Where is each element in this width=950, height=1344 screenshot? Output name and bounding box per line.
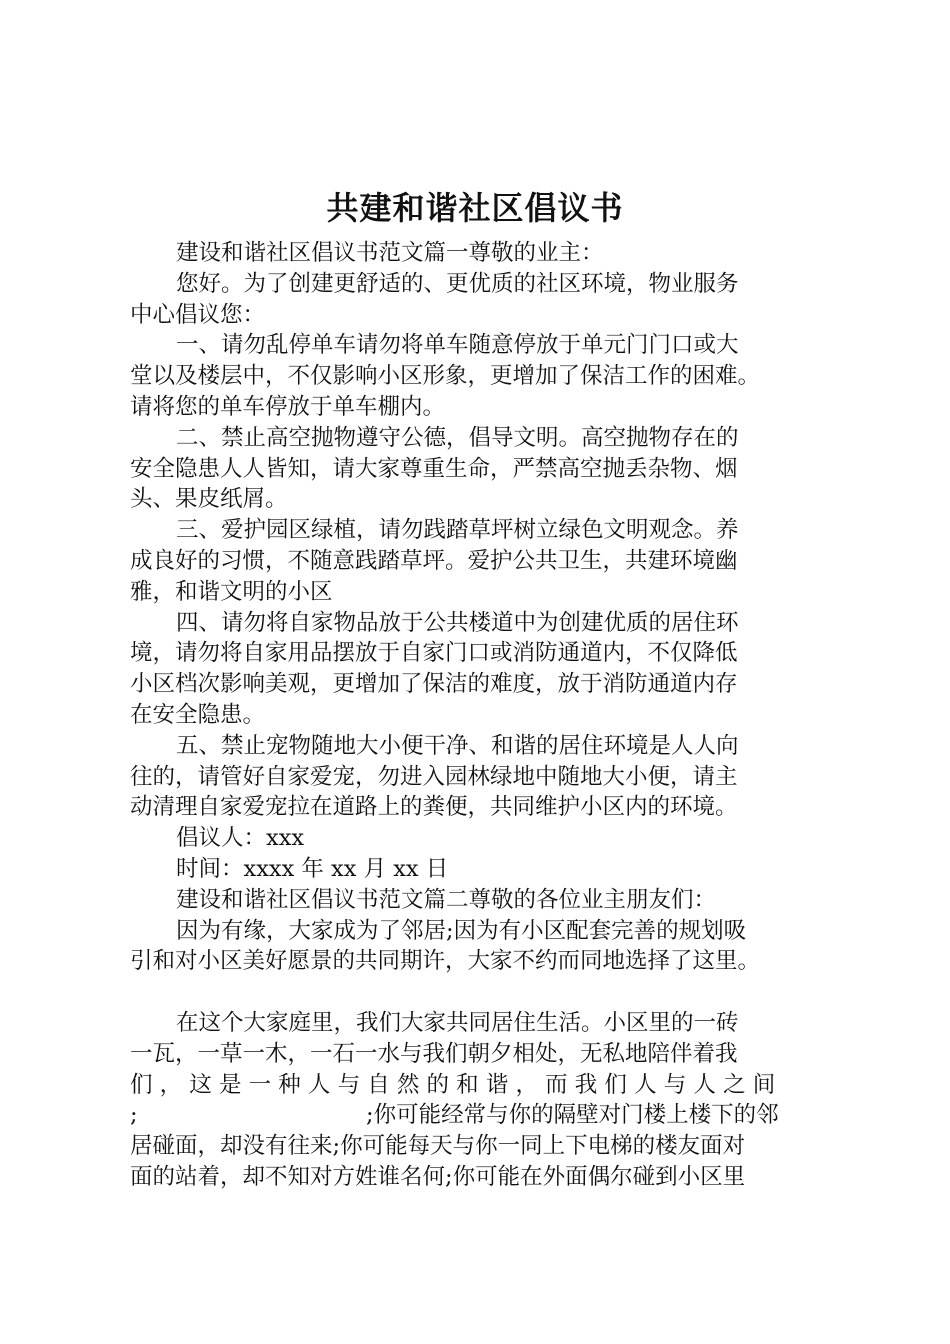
page-title: 共建和谐社区倡议书 <box>326 189 624 227</box>
paragraph-line: 动清理自家爱宠拉在道路上的粪便，共同维护小区内的环境。 <box>130 794 738 821</box>
document-body <box>130 238 830 1193</box>
paragraph-line: 安全隐患人人皆知，请大家尊重生命，严禁高空抛丢杂物、烟 <box>130 455 738 482</box>
paragraph-line: 五、禁止宠物随地大小便干净、和谐的居住环境是人人向 <box>176 732 739 759</box>
paragraph-line: 雅，和谐文明的小区 <box>130 578 333 605</box>
paragraph-line: 往的，请管好自家爱宠，勿进入园林绿地中随地大小便，请主 <box>130 763 738 790</box>
paragraph-line: 引和对小区美好愿景的共同期许，大家不约而同地选择了这里。 <box>130 948 761 975</box>
paragraph-line <box>130 1100 830 1131</box>
paragraph-line: 成良好的习惯，不随意践踏草坪。爱护公共卫生，共建环境幽 <box>130 547 738 574</box>
paragraph-line: 一瓦，一草一木，一石一水与我们朝夕相处，无私地陪伴着我 <box>130 1040 738 1067</box>
paragraph-line: 二、禁止高空抛物遵守公德，倡导文明。高空抛物存在的 <box>176 424 739 451</box>
paragraph-line: 在安全隐患。 <box>130 701 266 728</box>
paragraph-line: 居碰面，却没有往来;你可能每天与你一同上下电梯的楼友面对 <box>130 1133 746 1160</box>
paragraph-fragment: ; <box>130 1102 138 1129</box>
paragraph-line: 四、请勿将自家物品放于公共楼道中为创建优质的居住环 <box>176 609 739 636</box>
section-heading-two: 建设和谐社区倡议书范文篇二尊敬的各位业主朋友们： <box>176 886 717 913</box>
paragraph-line: 境，请勿将自家用品摆放于自家门口或消防通道内，不仅降低 <box>130 640 738 667</box>
blank-line <box>130 977 830 1008</box>
paragraph-line: 请将您的单车停放于单车棚内。 <box>130 393 446 420</box>
paragraph-fragment: ;你可能经常与你的隔壁对门楼上楼下的邻 <box>366 1102 779 1129</box>
paragraph-line: 中心倡议您： <box>130 301 266 328</box>
paragraph-line: 头、果皮纸屑。 <box>130 486 288 513</box>
paragraph-line: 因为有缘，大家成为了邻居;因为有小区配套完善的规划吸 <box>176 917 747 944</box>
section-heading-one: 建设和谐社区倡议书范文篇一尊敬的业主： <box>176 240 604 266</box>
paragraph-line: 面的站着，却不知对方姓谁名何;你可能在外面偶尔碰到小区里 <box>130 1163 746 1190</box>
paragraph-line: 您好。为了创建更舒适的、更优质的社区环境，物业服务 <box>176 270 739 297</box>
paragraph-line: 堂以及楼层中，不仅影响小区形象，更增加了保洁工作的困难。 <box>130 363 761 390</box>
proposer-line: 倡议人：xxx <box>176 825 305 852</box>
paragraph-line: 们 ， 这 是 一 种 人 与 自 然 的 和 谐 ， 而 我 们 人 与 人 之 间 <box>130 1071 776 1098</box>
paragraph-line: 一、请勿乱停单车请勿将单车随意停放于单元门门口或大 <box>176 332 739 359</box>
date-line: 时间：xxxx 年 xx 月 xx 日 <box>176 855 449 882</box>
paragraph-line: 三、爱护园区绿植，请勿践踏草坪树立绿色文明观念。养 <box>176 517 739 544</box>
paragraph-line: 小区档次影响美观，更增加了保洁的难度，放于消防通道内存 <box>130 671 738 698</box>
paragraph-line: 在这个大家庭里，我们大家共同居住生活。小区里的一砖 <box>176 1009 739 1036</box>
